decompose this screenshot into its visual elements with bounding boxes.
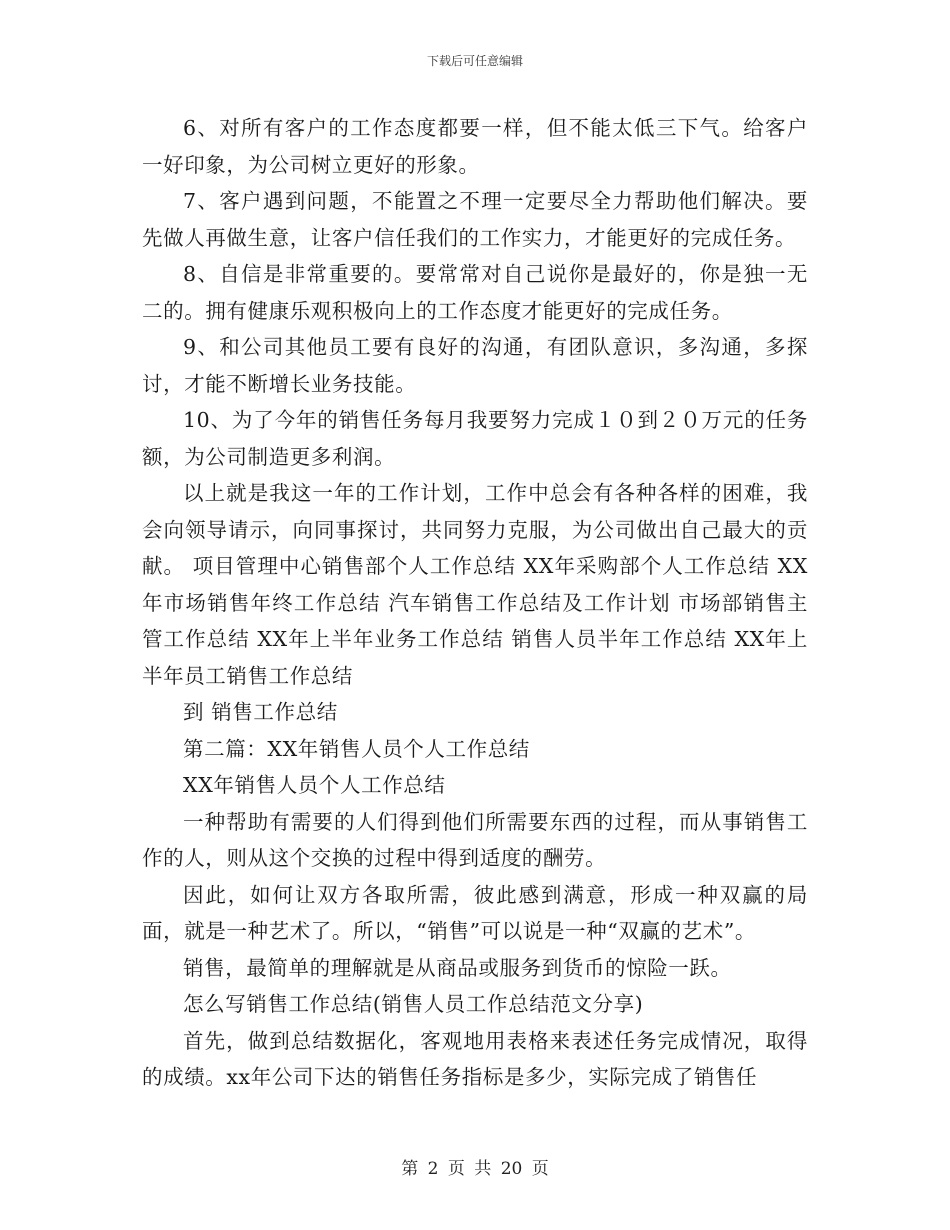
- paragraph-item-9: 9、和公司其他员工要有良好的沟通，有团队意识，多沟通，多探讨，才能不断增长业务技能。: [142, 335, 808, 396]
- paragraph-summary: 以上就是我这一年的工作计划，工作中总会有各种各样的困难，我会向领导请示，向同事探讨，共同努力克服，为公司做出自己最大的贡献。 项目管理中心销售部个人工作总结 XX年采购部个人工作总结 XX年市场销售年终工作总结 汽车销售工作总结及工作计划 市场部销售主管工作总结 XX年上半年业务工作总结 销售人员半年工作总结 XX年上半年员工销售工作总结: [142, 481, 808, 688]
- paragraph-to-sales-summary: 到 销售工作总结: [183, 700, 338, 724]
- paragraph-simple-understanding: 销售，最简单的理解就是从商品或服务到货币的惊险一跃。: [183, 955, 732, 980]
- paragraph-item-6: 6、对所有客户的工作态度都要一样，但不能太低三下气。给客户一好印象，为公司树立更好的形象。: [142, 116, 808, 177]
- paragraph-item-7: 7、客户遇到问题，不能置之不理一定要尽全力帮助他们解决。要先做人再做生意，让客户信任我们的工作实力，才能更好的完成任务。: [142, 189, 808, 250]
- paragraph-how-to-write: 怎么写销售工作总结(销售人员工作总结范文分享): [183, 992, 644, 1016]
- paragraph-win-win: 因此，如何让双方各取所需，彼此感到满意，形成一种双赢的局面，就是一种艺术了。所以，“销售”可以说是一种“双赢的艺术”。: [142, 882, 808, 943]
- document-body: [142, 110, 808, 1096]
- header-note: 下载后可任意编辑: [426, 54, 523, 68]
- paragraph-item-10: 10、为了今年的销售任务每月我要努力完成１０到２０万元的任务额，为公司制造更多利润。: [142, 408, 808, 469]
- paragraph-item-8: 8、自信是非常重要的。要常常对自己说你是最好的，你是独一无二的。拥有健康乐观积极向上的工作态度才能更好的完成任务。: [142, 262, 808, 323]
- page-number-footer: 第 2 页 共 20 页: [401, 1159, 549, 1179]
- paragraph-definition: 一种帮助有需要的人们得到他们所需要东西的过程，而从事销售工作的人，则从这个交换的过程中得到适度的酬劳。: [142, 809, 808, 870]
- paragraph-first: 首先，做到总结数据化，客观地用表格来表述任务完成情况，取得的成绩。xx年公司下达的销售任务指标是多少，实际完成了销售任: [142, 1028, 808, 1089]
- section-heading-part-two: 第二篇：XX年销售人员个人工作总结: [183, 736, 530, 761]
- section-title: XX年销售人员个人工作总结: [183, 773, 446, 797]
